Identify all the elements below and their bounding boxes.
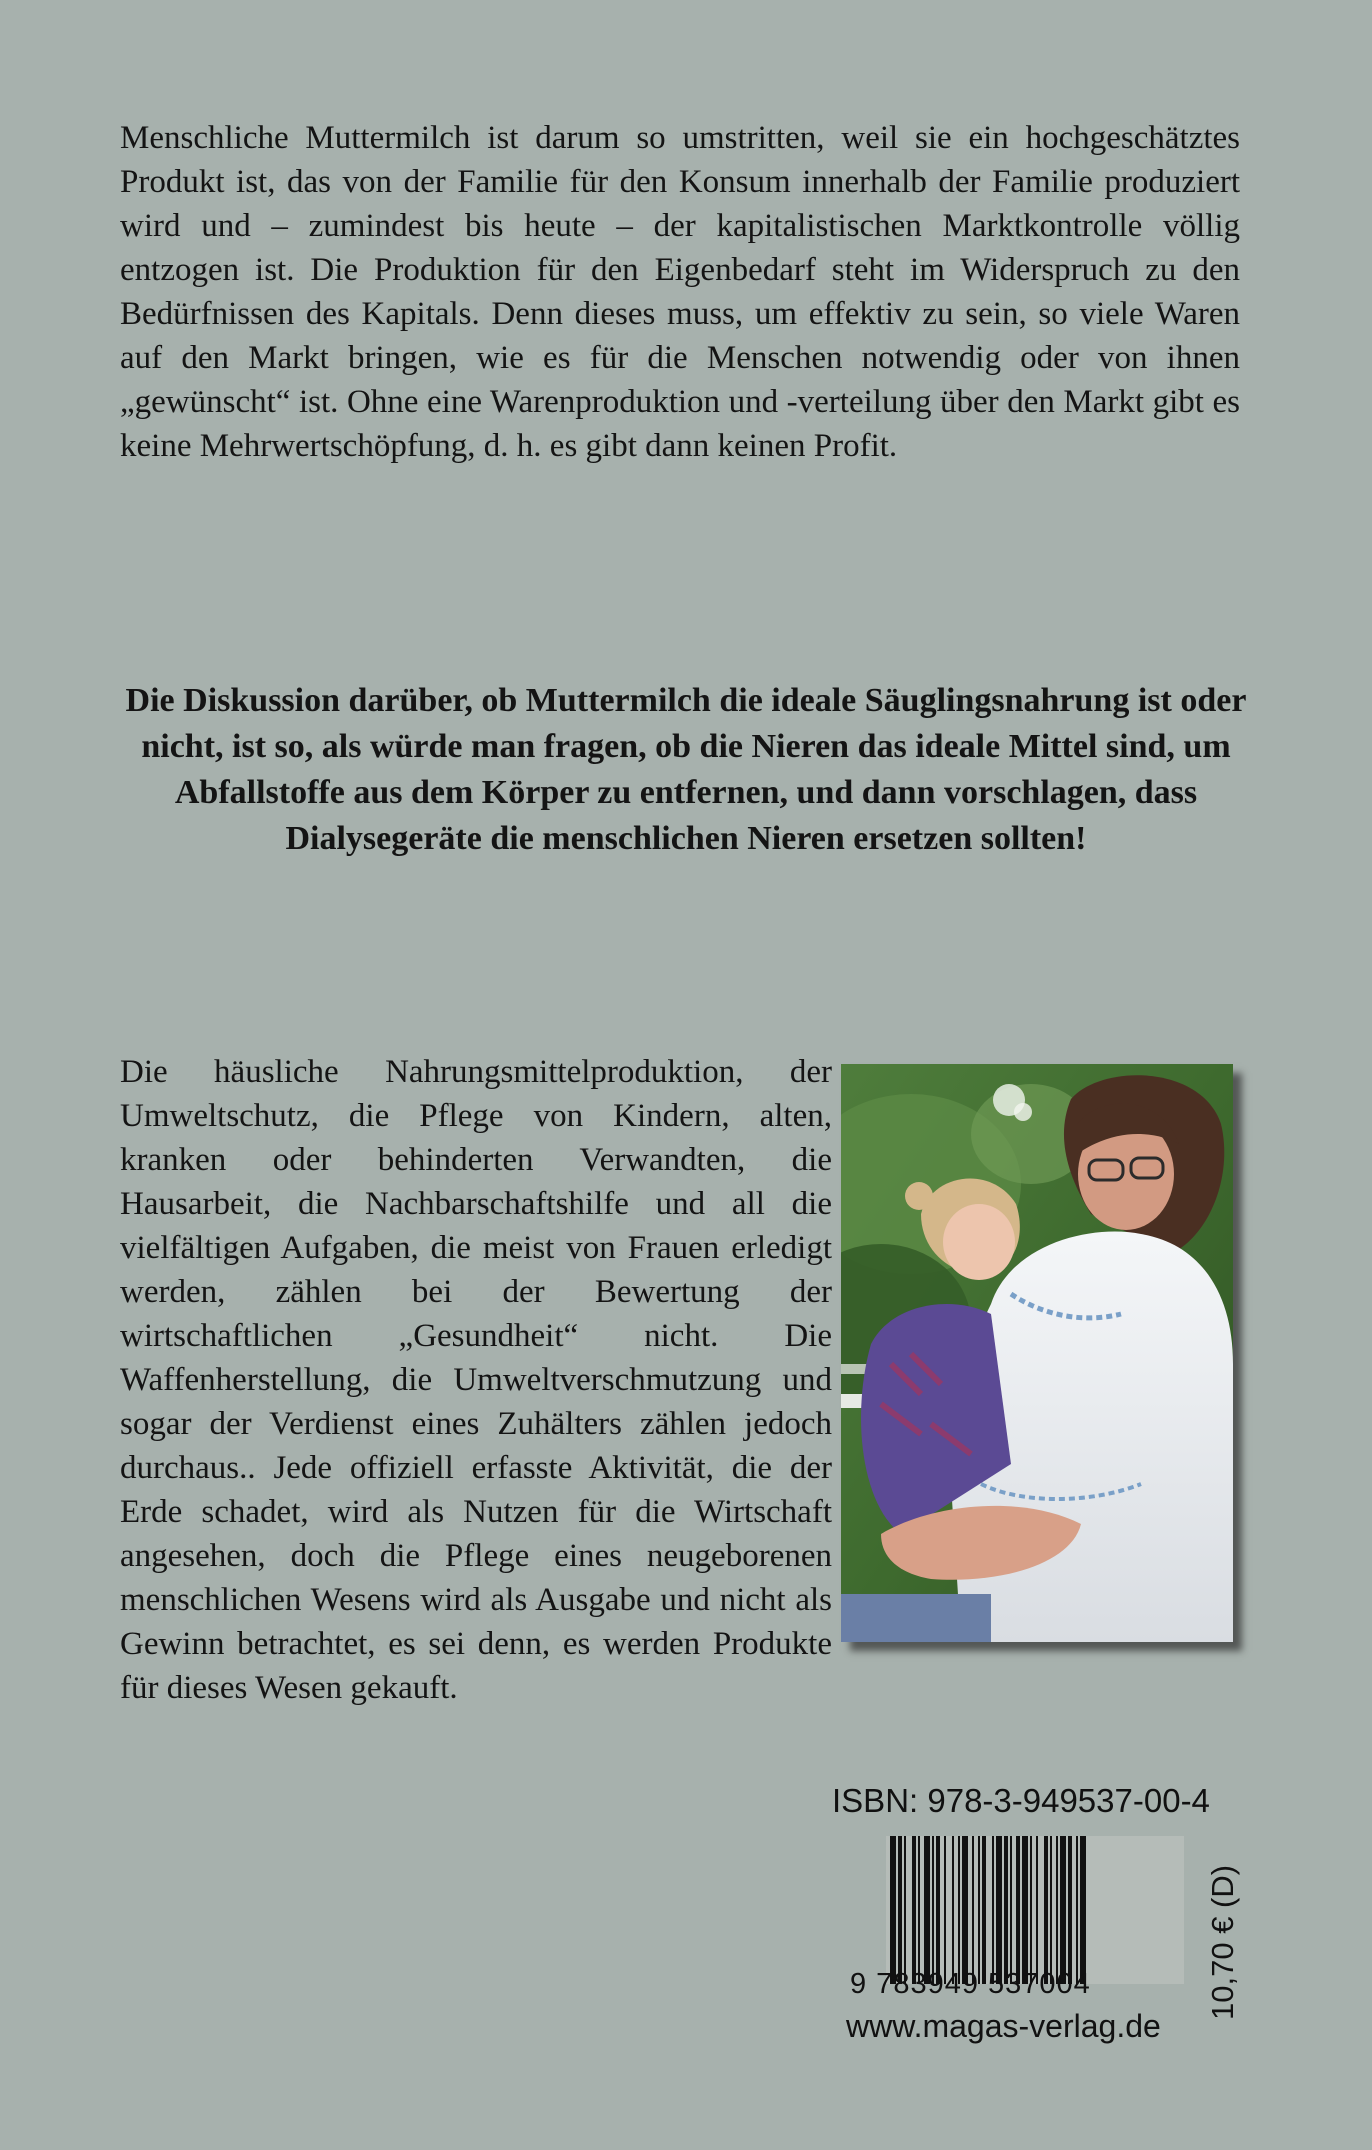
barcode-bar (962, 1836, 968, 1984)
barcode-bar (1056, 1836, 1058, 1984)
barcode-bar (898, 1836, 902, 1984)
barcode-bar (912, 1836, 916, 1984)
barcode-bar (932, 1836, 934, 1984)
barcode-bar (996, 1836, 1002, 1984)
barcode-bar (904, 1836, 906, 1984)
barcode-bar (1068, 1836, 1072, 1984)
publisher-website: www.magas-verlag.de (846, 2008, 1161, 2044)
barcode-bar (924, 1836, 930, 1984)
intro-paragraph: Menschliche Muttermilch ist darum so umstritten, weil sie ein hochgeschätztes Produkt ist, das von der Familie für den Konsum innerhalb der Familie produziert wird und – zumindest bis heute – der kapitalistischen Marktkontrolle völlig entzogen ist. Die Produktion für den Eigenbedarf steht im Widerspruch zu den Bedürfnissen des Kapitals. Denn dieses muss, um effektiv zu sein, so viele Waren auf den Markt bringen, wie es für die Menschen notwendig oder von ihnen „gewünscht“ ist. Ohne eine Warenproduktion und -verteilung über den Markt gibt es keine Mehrwertschöpfung, d. h. es gibt dann keinen Profit. (120, 120, 1240, 464)
barcode-bar (1060, 1836, 1066, 1984)
barcode-bar (1016, 1836, 1020, 1984)
barcode-bar (1030, 1836, 1032, 1984)
barcode-bar (958, 1836, 960, 1984)
isbn-label: ISBN: 978-3-949537-00-4 (832, 1782, 1210, 1819)
barcode-bar (918, 1836, 920, 1984)
barcode-bar (944, 1836, 946, 1984)
barcode-bar (1036, 1836, 1038, 1984)
price-label: 10,70 € (D) (1205, 1864, 1240, 2020)
barcode-bar (972, 1836, 974, 1984)
barcode-digits: 9 783949 537004 (850, 1968, 1091, 2000)
barcode-bar (992, 1836, 994, 1984)
barcode-bar (952, 1836, 954, 1984)
barcode-bar (1004, 1836, 1008, 1984)
mother-child-photo (841, 1064, 1233, 1642)
barcode-bar (936, 1836, 940, 1984)
barcode-bar (1044, 1836, 1048, 1984)
barcode-bar (982, 1836, 986, 1984)
body-paragraph: Die häusliche Nahrungsmittelproduktion, der Umweltschutz, die Pflege von Kindern, alten, kranken oder behinderten Verwandten, die Hausarbeit, die Nachbarschaftshilfe und all die vielfältigen Aufgaben, die meist von Frauen erledigt werden, zählen bei der Bewertung der wirtschaftlichen „Gesundheit“ nicht. Die Waffenherstellung, die Umweltverschmutzung und sogar der Verdienst eines Zuhälters zählen jedoch durchaus.. Jede offiziell erfasste Aktivität, die der Erde schadet, wird als Nutzen für die Wirtschaft angesehen, doch die Pflege eines neugeborenen menschlichen Wesens wird als Ausgabe und nicht als Gewinn betrachtet, es sei denn, es werden Produkte für dieses Wesen gekauft. (120, 1054, 832, 1706)
barcode-bar (1022, 1836, 1028, 1984)
barcode-bar (978, 1836, 980, 1984)
barcode-bar (1050, 1836, 1052, 1984)
barcode-bar (1080, 1836, 1086, 1984)
barcode (886, 1836, 1184, 1984)
highlight-quote: Die Diskussion darüber, ob Muttermilch die ideale Säuglingsnahrung ist oder nicht, ist so, als würde man fragen, ob die Nieren das ideale Mittel sind, um Abfallstoffe aus dem Körper zu entfernen, und dann vorschlagen, dass Dialysegeräte die menschlichen Nieren ersetzen sollten! (125, 682, 1247, 857)
barcode-bar (890, 1836, 896, 1984)
barcode-bar (1010, 1836, 1012, 1984)
barcode-bar (1076, 1836, 1078, 1984)
